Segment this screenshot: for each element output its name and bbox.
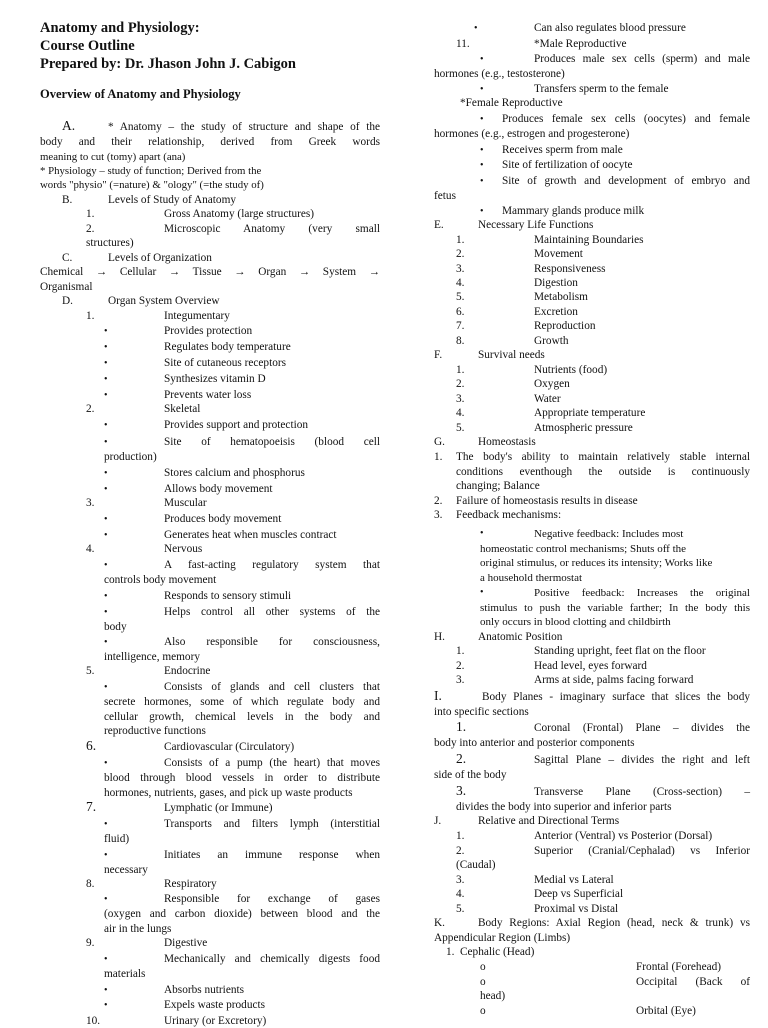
bullet-icon: • xyxy=(480,84,484,95)
system-title: Nervous xyxy=(164,543,203,555)
bullet-item: hormones, nutrients, gases, and pick up waste products xyxy=(104,787,353,799)
bullet-icon: • xyxy=(480,176,484,187)
bullet-item: Produces female sex cells (oocytes) and female xyxy=(502,113,750,125)
bullet-item: Produces male sex cells (sperm) and male xyxy=(534,53,750,65)
circle-bullet-icon: o xyxy=(480,976,486,988)
bullet-item: Prevents water loss xyxy=(164,389,252,401)
body-planes-line: into specific sections xyxy=(434,706,529,718)
bullet-item: air in the lungs xyxy=(104,923,172,935)
bullet-item: Allows body movement xyxy=(164,483,273,495)
circle-bullet-icon: o xyxy=(480,1005,486,1017)
list-item: Proximal vs Distal xyxy=(534,903,619,915)
list-number: 3. xyxy=(456,263,465,275)
bullet-icon: • xyxy=(474,23,478,34)
anatomy-definition-line: body and their relationship, derived from Greek words xyxy=(40,136,380,148)
bullet-icon: • xyxy=(104,607,108,618)
bullet-item: Produces body movement xyxy=(164,513,282,525)
list-number: 11. xyxy=(456,38,470,50)
document-author: Prepared by: Dr. Jhason John J. Cabigon xyxy=(40,56,296,72)
section-c-title: Levels of Organization xyxy=(108,252,212,264)
bullet-icon: • xyxy=(480,160,484,171)
bullet-item: original stimulus, or reduces its intensity; Works like xyxy=(480,557,713,569)
section-e-title: Necessary Life Functions xyxy=(478,219,594,231)
bullet-icon: • xyxy=(104,591,108,602)
bullet-icon: • xyxy=(104,954,108,965)
list-number: 9. xyxy=(86,937,95,949)
bullet-item: cellular growth, chemical levels in the body and xyxy=(104,711,380,723)
system-title: Urinary (or Excretory) xyxy=(164,1015,267,1027)
bullet-icon: • xyxy=(104,468,108,479)
bullet-item: fluid) xyxy=(104,833,130,845)
list-number: 3. xyxy=(456,783,467,798)
list-item: body into anterior and posterior components xyxy=(434,737,635,749)
list-number: 5. xyxy=(456,291,465,303)
body-planes-line: Body Planes - imaginary surface that slices the body xyxy=(482,691,750,703)
system-title: Respiratory xyxy=(164,878,217,890)
list-number: 1. xyxy=(86,208,95,220)
bullet-icon: • xyxy=(104,374,108,385)
section-h-letter: H. xyxy=(434,631,445,643)
list-item: Frontal (Forehead) xyxy=(636,961,722,973)
list-number: 7. xyxy=(456,320,465,332)
list-item: Metabolism xyxy=(534,291,588,303)
bullet-icon: • xyxy=(104,342,108,353)
bullet-item: Mammary glands produce milk xyxy=(502,205,645,217)
bullet-item: reproductive functions xyxy=(104,725,206,737)
bullet-item: Site of cutaneous receptors xyxy=(164,357,287,369)
list-number: 3. xyxy=(456,393,465,405)
list-number: 2. xyxy=(456,660,465,672)
bullet-item: blood through blood vessels in order to distribute xyxy=(104,772,380,784)
list-item: divides the body into superior and inferior parts xyxy=(456,801,672,813)
list-item: Anterior (Ventral) vs Posterior (Dorsal) xyxy=(534,830,713,842)
list-item: Orbital (Eye) xyxy=(636,1005,696,1017)
circle-bullet-icon: o xyxy=(480,961,486,973)
list-number: 1. xyxy=(456,364,465,376)
list-item: Oxygen xyxy=(534,378,570,390)
bullet-icon: • xyxy=(480,145,484,156)
list-number: 10. xyxy=(86,1015,101,1027)
bullet-item: hormones (e.g., estrogen and progesterone) xyxy=(434,128,630,140)
list-item: Microscopic Anatomy (very small xyxy=(164,223,380,235)
list-item: Movement xyxy=(534,248,583,260)
list-item: Growth xyxy=(534,335,569,347)
bullet-item: production) xyxy=(104,451,157,463)
organization-levels-line: Organismal xyxy=(40,281,93,293)
section-a-letter: A. xyxy=(62,118,76,133)
list-number: 2. xyxy=(434,495,443,507)
bullet-item: Helps control all other systems of the xyxy=(164,606,380,618)
bullet-item: (oxygen and carbon dioxide) between blood and the xyxy=(104,908,380,920)
bullet-item: secrete hormones, some of which regulate body and xyxy=(104,696,380,708)
physiology-definition-line: words "physio" (=nature) & "ology" (=the study of) xyxy=(40,179,264,191)
bullet-icon: • xyxy=(104,484,108,495)
list-item: Excretion xyxy=(534,306,578,318)
system-title: Integumentary xyxy=(164,310,230,322)
bullet-icon: • xyxy=(104,530,108,541)
list-item: Appropriate temperature xyxy=(534,407,646,419)
list-number: 6. xyxy=(456,306,465,318)
anatomy-definition-line: * Anatomy – the study of structure and shape of the xyxy=(108,121,380,133)
list-number: 2. xyxy=(456,845,465,857)
bullet-icon: • xyxy=(104,637,108,648)
bullet-icon: • xyxy=(480,54,484,65)
system-title: *Female Reproductive xyxy=(460,97,563,109)
bullet-icon: • xyxy=(480,528,484,539)
bullet-item: Regulates body temperature xyxy=(164,341,291,353)
bullet-item: body xyxy=(104,621,127,633)
list-number: 1. xyxy=(456,234,465,246)
bullet-icon: • xyxy=(104,326,108,337)
bullet-item: Negative feedback: Includes most xyxy=(534,528,684,540)
bullet-item: Initiates an immune response when xyxy=(164,849,380,861)
bullet-item: Can also regulates blood pressure xyxy=(534,22,686,34)
bullet-icon: • xyxy=(480,206,484,217)
section-f-title: Survival needs xyxy=(478,349,545,361)
bullet-item: Consists of glands and cell clusters that xyxy=(164,681,380,693)
section-d-title: Organ System Overview xyxy=(108,295,220,307)
list-number: 6. xyxy=(86,738,97,753)
list-number: 3. xyxy=(456,874,465,886)
list-number: 4. xyxy=(456,407,465,419)
list-number: 1. xyxy=(456,719,467,734)
bullet-item: Site of fertilization of oocyte xyxy=(502,159,633,171)
bullet-item: Site of hematopoeisis (blood cell xyxy=(164,436,380,448)
bullet-icon: • xyxy=(480,114,484,125)
list-number: 5. xyxy=(456,903,465,915)
section-b-title: Levels of Study of Anatomy xyxy=(108,194,237,206)
bullet-item: Provides protection xyxy=(164,325,253,337)
bullet-item: A fast-acting regulatory system that xyxy=(164,559,380,571)
list-number: 8. xyxy=(456,335,465,347)
list-item: Standing upright, feet flat on the floor xyxy=(534,645,706,657)
list-item: (Caudal) xyxy=(456,859,496,871)
section-g-letter: G. xyxy=(434,436,445,448)
section-h-title: Anatomic Position xyxy=(478,631,563,643)
bullet-item: Generates heat when muscles contract xyxy=(164,529,337,541)
organization-levels-line: Chemical → Cellular → Tissue → Organ → System → xyxy=(40,266,380,278)
bullet-icon: • xyxy=(104,420,108,431)
document-subtitle: Course Outline xyxy=(40,38,135,54)
list-item: changing; Balance xyxy=(456,480,540,492)
list-number: 7. xyxy=(86,799,97,814)
list-number: 2. xyxy=(456,378,465,390)
physiology-definition-line: * Physiology – study of function; Derived from the xyxy=(40,165,262,177)
list-item: Head level, eyes forward xyxy=(534,660,647,672)
bullet-item: only occurs in blood clotting and childbirth xyxy=(480,616,671,628)
bullet-item: a household thermostat xyxy=(480,572,583,584)
list-number: 2. xyxy=(86,403,95,415)
list-item: Cephalic (Head) xyxy=(460,946,535,958)
bullet-icon: • xyxy=(104,850,108,861)
bullet-item: Receives sperm from male xyxy=(502,144,623,156)
bullet-icon: • xyxy=(480,587,484,598)
list-item: Reproduction xyxy=(534,320,596,332)
section-d-letter: D. xyxy=(62,295,73,307)
bullet-icon: • xyxy=(104,1000,108,1011)
section-k-letter: K. xyxy=(434,917,445,929)
list-number: 1. xyxy=(456,830,465,842)
list-number: 1. xyxy=(86,310,95,322)
list-number: 3. xyxy=(434,509,443,521)
section-c-letter: C. xyxy=(62,252,73,264)
bullet-item: Also responsible for consciousness, xyxy=(164,636,380,648)
system-title: Digestive xyxy=(164,937,208,949)
list-number: 5. xyxy=(456,422,465,434)
list-item: Superior (Cranial/Cephalad) vs Inferior xyxy=(534,845,750,857)
section-f-letter: F. xyxy=(434,349,443,361)
list-item: Atmospheric pressure xyxy=(534,422,633,434)
bullet-item: hormones (e.g., testosterone) xyxy=(434,68,565,80)
list-number: 3. xyxy=(86,497,95,509)
bullet-icon: • xyxy=(104,758,108,769)
list-number: 1. xyxy=(446,946,455,958)
bullet-item: necessary xyxy=(104,864,148,876)
list-item: Nutrients (food) xyxy=(534,364,608,376)
list-item: structures) xyxy=(86,237,134,249)
document-title: Anatomy and Physiology: xyxy=(40,20,200,36)
list-item: Deep vs Superficial xyxy=(534,888,624,900)
bullet-item: Expels waste products xyxy=(164,999,266,1011)
list-number: 1. xyxy=(434,451,443,463)
list-number: 3. xyxy=(456,674,465,686)
list-item: Sagittal Plane – divides the right and left xyxy=(534,754,750,766)
section-j-title: Relative and Directional Terms xyxy=(478,815,620,827)
bullet-item: Consists of a pump (the heart) that moves xyxy=(164,757,380,769)
body-regions-line: Body Regions: Axial Region (head, neck & trunk) vs xyxy=(478,917,750,929)
list-item: Feedback mechanisms: xyxy=(456,509,562,521)
bullet-item: Provides support and protection xyxy=(164,419,309,431)
list-item: side of the body xyxy=(434,769,507,781)
bullet-item: Stores calcium and phosphorus xyxy=(164,467,305,479)
bullet-item: Positive feedback: Increases the original xyxy=(534,587,750,599)
bullet-icon: • xyxy=(104,894,108,905)
bullet-icon: • xyxy=(104,819,108,830)
overview-heading: Overview of Anatomy and Physiology xyxy=(40,87,241,101)
list-item: Gross Anatomy (large structures) xyxy=(164,208,315,220)
list-number: 2. xyxy=(86,223,95,235)
bullet-item: controls body movement xyxy=(104,574,217,586)
bullet-item: materials xyxy=(104,968,146,980)
list-number: 8. xyxy=(86,878,95,890)
bullet-item: Absorbs nutrients xyxy=(164,984,245,996)
bullet-icon: • xyxy=(104,437,108,448)
list-item: Failure of homeostasis results in disease xyxy=(456,495,638,507)
bullet-icon: • xyxy=(104,514,108,525)
system-title: *Male Reproductive xyxy=(534,38,627,50)
list-item: conditions eventhough the outside is continuously xyxy=(456,466,750,478)
list-number: 4. xyxy=(456,888,465,900)
bullet-icon: • xyxy=(104,560,108,571)
bullet-icon: • xyxy=(104,985,108,996)
system-title: Lymphatic (or Immune) xyxy=(164,802,273,814)
bullet-item: Transports and filters lymph (interstitial xyxy=(164,818,380,830)
section-g-title: Homeostasis xyxy=(478,436,536,448)
list-number: 2. xyxy=(456,248,465,260)
section-i-letter: I. xyxy=(434,688,442,703)
system-title: Endocrine xyxy=(164,665,211,677)
bullet-item: Mechanically and chemically digests food xyxy=(164,953,380,965)
list-item: Digestion xyxy=(534,277,578,289)
list-item: Maintaining Boundaries xyxy=(534,234,644,246)
list-number: 4. xyxy=(86,543,95,555)
bullet-item: intelligence, memory xyxy=(104,651,200,663)
section-e-letter: E. xyxy=(434,219,444,231)
list-item: Coronal (Frontal) Plane – divides the xyxy=(534,722,750,734)
list-item: Responsiveness xyxy=(534,263,606,275)
bullet-item: fetus xyxy=(434,190,456,202)
system-title: Cardiovascular (Circulatory) xyxy=(164,741,295,753)
bullet-item: homeostatic control mechanisms; Shuts off the xyxy=(480,543,687,555)
list-item: Transverse Plane (Cross-section) – xyxy=(534,786,750,798)
list-item: Arms at side, palms facing forward xyxy=(534,674,694,686)
bullet-item: stimulus to push the variable farther; In the body this xyxy=(480,602,750,614)
bullet-icon: • xyxy=(104,390,108,401)
list-item: head) xyxy=(480,990,506,1002)
list-number: 4. xyxy=(456,277,465,289)
bullet-item: Responsible for exchange of gases xyxy=(164,893,380,905)
list-item: The body's ability to maintain relatively stable internal xyxy=(456,451,750,463)
list-item: Water xyxy=(534,393,561,405)
section-j-letter: J. xyxy=(434,815,442,827)
list-item: Occipital (Back of xyxy=(636,976,750,988)
system-title: Skeletal xyxy=(164,403,201,415)
list-item: Medial vs Lateral xyxy=(534,874,614,886)
bullet-item: Transfers sperm to the female xyxy=(534,83,669,95)
bullet-item: Synthesizes vitamin D xyxy=(164,373,266,385)
system-title: Muscular xyxy=(164,497,207,509)
list-number: 5. xyxy=(86,665,95,677)
bullet-item: Site of growth and development of embryo and xyxy=(502,175,750,187)
list-number: 1. xyxy=(456,645,465,657)
bullet-icon: • xyxy=(104,358,108,369)
bullet-item: Responds to sensory stimuli xyxy=(164,590,292,602)
list-number: 2. xyxy=(456,751,467,766)
section-b-letter: B. xyxy=(62,194,73,206)
body-regions-line: Appendicular Region (Limbs) xyxy=(434,932,571,944)
bullet-icon: • xyxy=(104,682,108,693)
anatomy-definition-line: meaning to cut (tomy) apart (ana) xyxy=(40,151,186,163)
